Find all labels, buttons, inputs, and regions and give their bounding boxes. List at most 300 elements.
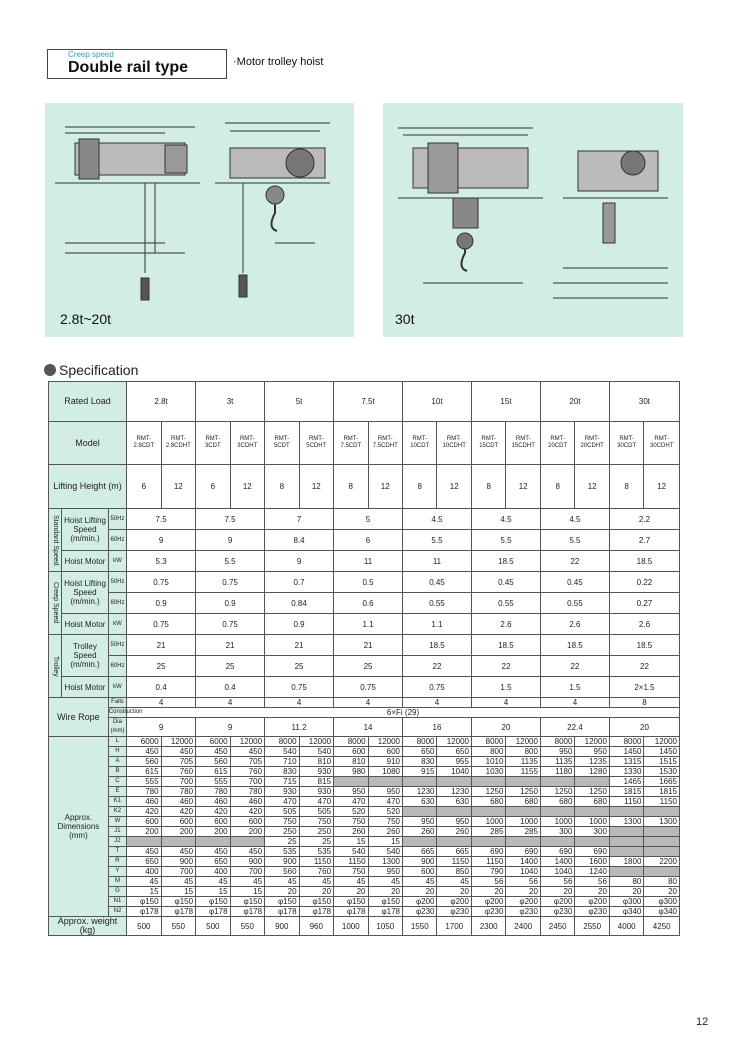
falls-value: 4 <box>471 698 540 708</box>
dimension-value: 1030 <box>471 767 505 777</box>
dimension-value: 300 <box>540 827 574 837</box>
dimension-value: 285 <box>506 827 540 837</box>
dimension-value: 1150 <box>609 797 643 807</box>
creep-motor-value: 0.75 <box>196 614 265 635</box>
dimension-value: 20 <box>644 887 680 897</box>
lifting-height-value: 12 <box>368 465 402 509</box>
creep-motor-value: 1.1 <box>403 614 472 635</box>
dimension-value: φ150 <box>265 897 299 907</box>
lifting-height-value: 8 <box>334 465 368 509</box>
dimension-value: 540 <box>334 847 368 857</box>
lifting-speed-label: Trolley Speed (m/min.) <box>62 635 109 677</box>
dimension-value: 45 <box>230 877 265 887</box>
creep-50hz-value: 0.75 <box>196 572 265 593</box>
dimension-value: 250 <box>299 827 334 837</box>
dimension-value: 950 <box>334 787 368 797</box>
dimension-value: 930 <box>265 787 299 797</box>
dimension-value: 45 <box>265 877 299 887</box>
dimension-value: 12000 <box>506 737 540 747</box>
table-row <box>49 614 680 635</box>
table-row <box>49 757 680 767</box>
table-row <box>49 807 680 817</box>
dimension-value: 555 <box>196 777 230 787</box>
falls-value: 4 <box>403 698 472 708</box>
weight-value: 500 <box>196 917 230 936</box>
dimension-value: 400 <box>127 867 161 877</box>
dimension-value: 910 <box>368 757 402 767</box>
weight-value: 550 <box>230 917 265 936</box>
creep-50hz-value: 0.5 <box>334 572 403 593</box>
model-value: RMT- 20CDHT <box>575 422 609 465</box>
hoist-motor-label: Hoist Motor <box>62 614 109 635</box>
trolley-motor-value: 1.5 <box>471 677 540 698</box>
dia-value: 20 <box>471 718 540 737</box>
dimension-value <box>368 777 402 787</box>
dimension-value: φ230 <box>575 907 609 917</box>
table-row <box>49 747 680 757</box>
dimension-value <box>644 867 680 877</box>
hz50-label: 50Hz <box>108 635 126 656</box>
lifting-height-value: 12 <box>437 465 471 509</box>
dimension-value: 750 <box>334 867 368 877</box>
dimension-value: 450 <box>230 747 265 757</box>
dimension-value: 900 <box>265 857 299 867</box>
lifting-height-value: 12 <box>299 465 334 509</box>
dimension-value: 540 <box>368 847 402 857</box>
rated-load-value: 10t <box>403 382 472 422</box>
dimension-value: 470 <box>265 797 299 807</box>
weight-value: 1550 <box>403 917 437 936</box>
weight-value: 550 <box>161 917 195 936</box>
dimension-value: 700 <box>230 867 265 877</box>
dimension-value: 930 <box>299 787 334 797</box>
dimension-value: 1000 <box>471 817 505 827</box>
model-label: Model <box>49 422 127 465</box>
trolley-60hz-value: 22 <box>471 656 540 677</box>
standard-60hz-value: 9 <box>196 530 265 551</box>
dimension-value: 690 <box>506 847 540 857</box>
dimension-value: 600 <box>127 817 161 827</box>
standard-60hz-value: 9 <box>127 530 196 551</box>
hz50-label: 50Hz <box>108 572 126 593</box>
model-value: RMT- 3CDHT <box>230 422 265 465</box>
table-row <box>49 877 680 887</box>
dimension-value: 1250 <box>471 787 505 797</box>
dimension-value <box>506 837 540 847</box>
lifting-height-label: Lifting Height (m) <box>49 465 127 509</box>
dimension-value: 1000 <box>540 817 574 827</box>
dimension-value: 600 <box>403 867 437 877</box>
approx-weight-label: Approx. weight (kg) <box>49 917 127 936</box>
creep-motor-value: 2.6 <box>609 614 679 635</box>
dimension-value: 45 <box>368 877 402 887</box>
dimension-value: 1000 <box>506 817 540 827</box>
dimension-value: 780 <box>196 787 230 797</box>
dimension-value: 470 <box>299 797 334 807</box>
dimension-value: 600 <box>334 747 368 757</box>
dimension-value: 56 <box>540 877 574 887</box>
standard-motor-value: 18.5 <box>609 551 679 572</box>
model-value: RMT- 3CDT <box>196 422 230 465</box>
dimension-value: 950 <box>403 817 437 827</box>
dimension-value: φ178 <box>368 907 402 917</box>
standard-motor-value: 9 <box>265 551 334 572</box>
dimension-key: B <box>108 767 126 777</box>
trolley-group-label: Trolley <box>49 635 62 698</box>
table-row <box>49 530 680 551</box>
dimension-value: 15 <box>334 837 368 847</box>
dimension-value: 8000 <box>609 737 643 747</box>
falls-value: 4 <box>127 698 196 708</box>
dimension-value: 950 <box>575 747 609 757</box>
dimension-value: 1280 <box>575 767 609 777</box>
standard-60hz-value: 8.4 <box>265 530 334 551</box>
dimension-value: 1600 <box>575 857 609 867</box>
creep-motor-value: 1.1 <box>334 614 403 635</box>
dimension-value <box>575 807 609 817</box>
dimension-value <box>127 837 161 847</box>
model-value: RMT- 5CDHT <box>299 422 334 465</box>
dimension-value: φ200 <box>575 897 609 907</box>
dimension-value: 980 <box>334 767 368 777</box>
dimension-value: 1450 <box>644 747 680 757</box>
dimension-key: N1 <box>108 897 126 907</box>
model-value: RMT- 7.5CDHT <box>368 422 402 465</box>
trolley-50hz-value: 21 <box>265 635 334 656</box>
dimension-value: 1230 <box>403 787 437 797</box>
dimension-value: 555 <box>127 777 161 787</box>
dimension-value: 700 <box>230 777 265 787</box>
dimension-value: 45 <box>161 877 195 887</box>
creep-50hz-value: 0.45 <box>540 572 609 593</box>
hoist-drawing-left <box>45 103 354 337</box>
dimension-key: C <box>108 777 126 787</box>
dimension-value: 810 <box>299 757 334 767</box>
dimension-value: 1815 <box>609 787 643 797</box>
dimension-value <box>506 807 540 817</box>
dimension-value: 12000 <box>368 737 402 747</box>
hoist-drawing-right <box>383 103 683 337</box>
weight-value: 1000 <box>334 917 368 936</box>
dimension-value: φ230 <box>471 907 505 917</box>
table-row <box>49 551 680 572</box>
dimension-value: 900 <box>403 857 437 867</box>
dimension-key: K1 <box>108 797 126 807</box>
dimension-value: 12000 <box>437 737 471 747</box>
dimension-value <box>403 807 437 817</box>
dimension-value: φ150 <box>196 897 230 907</box>
dimension-value: 200 <box>230 827 265 837</box>
dimension-value: 8000 <box>334 737 368 747</box>
table-row <box>49 847 680 857</box>
dimension-value: 630 <box>403 797 437 807</box>
dimension-value: 520 <box>368 807 402 817</box>
dimension-value <box>437 777 471 787</box>
table-row <box>49 897 680 907</box>
table-row <box>49 422 680 465</box>
dimension-value: 680 <box>575 797 609 807</box>
dimension-value: φ340 <box>644 907 680 917</box>
dimension-value <box>230 837 265 847</box>
trolley-50hz-value: 21 <box>196 635 265 656</box>
dimension-value: 760 <box>161 767 195 777</box>
table-row <box>49 708 680 718</box>
dia-value: 20 <box>609 718 679 737</box>
dimension-value <box>506 777 540 787</box>
creep-60hz-value: 0.55 <box>471 593 540 614</box>
standard-group-label: Standard Speed <box>49 509 62 572</box>
dimension-value: 200 <box>127 827 161 837</box>
dimension-key: J2 <box>108 837 126 847</box>
dimension-value: 285 <box>471 827 505 837</box>
dimension-value <box>644 847 680 857</box>
table-row <box>49 917 680 936</box>
dimension-value: 665 <box>437 847 471 857</box>
dimension-value: 250 <box>265 827 299 837</box>
dimension-value: 1330 <box>609 767 643 777</box>
trolley-motor-value: 0.75 <box>265 677 334 698</box>
dimension-value: 600 <box>161 817 195 827</box>
creep-motor-value: 2.6 <box>471 614 540 635</box>
trolley-50hz-value: 21 <box>334 635 403 656</box>
dimension-value: 420 <box>230 807 265 817</box>
dimension-value: 400 <box>196 867 230 877</box>
lifting-height-value: 8 <box>403 465 437 509</box>
dimension-value: φ178 <box>230 907 265 917</box>
table-row <box>49 887 680 897</box>
dimension-value: 200 <box>196 827 230 837</box>
dimension-value <box>403 777 437 787</box>
dimension-value: 460 <box>161 797 195 807</box>
dimension-value: 950 <box>437 817 471 827</box>
weight-value: 960 <box>299 917 334 936</box>
creep-60hz-value: 0.55 <box>540 593 609 614</box>
dimension-value: 950 <box>368 787 402 797</box>
dimension-value: 1665 <box>644 777 680 787</box>
dimension-value: 815 <box>299 777 334 787</box>
dimension-key: J1 <box>108 827 126 837</box>
standard-motor-value: 11 <box>334 551 403 572</box>
dimension-key: W <box>108 817 126 827</box>
dimension-value: 15 <box>230 887 265 897</box>
dimension-value: 12000 <box>230 737 265 747</box>
dimension-value: φ200 <box>437 897 471 907</box>
dimension-value: 950 <box>368 867 402 877</box>
table-row <box>49 767 680 777</box>
kw-label: kW <box>108 614 126 635</box>
table-row <box>49 817 680 827</box>
table-row <box>49 698 680 708</box>
dimension-value: φ150 <box>127 897 161 907</box>
model-value: RMT- 15CDHT <box>506 422 540 465</box>
creep-motor-value: 2.6 <box>540 614 609 635</box>
wire-rope-label: Wire Rope <box>49 698 109 737</box>
lifting-height-value: 12 <box>161 465 195 509</box>
dimension-value: 20 <box>334 887 368 897</box>
dimension-value: 680 <box>540 797 574 807</box>
table-row <box>49 382 680 422</box>
dia-label <box>108 718 126 737</box>
dimension-value: 45 <box>403 877 437 887</box>
dimension-value <box>609 837 643 847</box>
creep-motor-value: 0.75 <box>127 614 196 635</box>
dimension-value: 505 <box>299 807 334 817</box>
trolley-motor-value: 0.75 <box>403 677 472 698</box>
table-row <box>49 718 680 737</box>
standard-50hz-value: 4.5 <box>471 509 540 530</box>
dia-value: 11.2 <box>265 718 334 737</box>
dimension-value: 1515 <box>644 757 680 767</box>
dimension-value: 1815 <box>644 787 680 797</box>
construction-value: 6×Fi (29) <box>127 708 680 718</box>
dimension-value: 25 <box>299 837 334 847</box>
table-row <box>49 867 680 877</box>
dimension-value: 800 <box>506 747 540 757</box>
dimension-value: 690 <box>471 847 505 857</box>
dimension-value: 6000 <box>196 737 230 747</box>
dimension-key: Y <box>108 867 126 877</box>
falls-label: Falls <box>108 698 126 708</box>
standard-60hz-value: 5.5 <box>403 530 472 551</box>
standard-50hz-value: 4.5 <box>403 509 472 530</box>
lifting-height-value: 12 <box>575 465 609 509</box>
creep-60hz-value: 0.55 <box>403 593 472 614</box>
dimension-value: 1040 <box>540 867 574 877</box>
dimension-value: 20 <box>299 887 334 897</box>
dimension-value: 715 <box>265 777 299 787</box>
dimension-value: 615 <box>196 767 230 777</box>
dimension-value: 535 <box>265 847 299 857</box>
falls-value: 4 <box>540 698 609 708</box>
dimension-value: 535 <box>299 847 334 857</box>
trolley-50hz-value: 18.5 <box>471 635 540 656</box>
dimension-value: 930 <box>299 767 334 777</box>
dimension-value: 750 <box>299 817 334 827</box>
dimension-value: 260 <box>437 827 471 837</box>
dimension-value <box>471 807 505 817</box>
dimension-value: 615 <box>127 767 161 777</box>
trolley-60hz-value: 25 <box>196 656 265 677</box>
dimension-value: 20 <box>575 887 609 897</box>
dimension-value: 900 <box>230 857 265 867</box>
dimension-value: 260 <box>403 827 437 837</box>
standard-50hz-value: 7.5 <box>127 509 196 530</box>
weight-value: 4000 <box>609 917 643 936</box>
dimension-value: 780 <box>127 787 161 797</box>
hoist-motor-label: Hoist Motor <box>62 677 109 698</box>
standard-60hz-value: 2.7 <box>609 530 679 551</box>
standard-motor-value: 5.3 <box>127 551 196 572</box>
table-row <box>49 572 680 593</box>
dimension-value: 600 <box>196 817 230 827</box>
dimension-value: 420 <box>127 807 161 817</box>
dimension-value: 1040 <box>506 867 540 877</box>
dimension-value: 540 <box>299 747 334 757</box>
trolley-60hz-value: 22 <box>403 656 472 677</box>
dimension-value: 80 <box>609 877 643 887</box>
dimension-value: 6000 <box>127 737 161 747</box>
dimension-value: 1150 <box>299 857 334 867</box>
dimension-value <box>437 837 471 847</box>
standard-50hz-value: 7 <box>265 509 334 530</box>
diagram-30t <box>383 103 683 337</box>
dimension-value: 540 <box>265 747 299 757</box>
falls-value: 4 <box>265 698 334 708</box>
dimension-value <box>644 837 680 847</box>
dimension-value: φ200 <box>506 897 540 907</box>
dimension-value: 8000 <box>265 737 299 747</box>
dimension-value: 650 <box>196 857 230 867</box>
dimension-key: M <box>108 877 126 887</box>
rated-load-value: 15t <box>471 382 540 422</box>
dimension-value: 8000 <box>540 737 574 747</box>
dimension-value: 850 <box>437 867 471 877</box>
dimension-value <box>403 837 437 847</box>
dimension-value: 1300 <box>609 817 643 827</box>
dimension-value: 200 <box>161 827 195 837</box>
dimension-value: φ150 <box>161 897 195 907</box>
rated-load-value: 3t <box>196 382 265 422</box>
table-row <box>49 677 680 698</box>
dia-text: Dia <box>112 719 122 725</box>
dimension-value: 630 <box>437 797 471 807</box>
dimension-value: 950 <box>540 747 574 757</box>
dimension-value: 1400 <box>506 857 540 867</box>
trolley-60hz-value: 25 <box>265 656 334 677</box>
dimension-value: 600 <box>230 817 265 827</box>
trolley-50hz-value: 21 <box>127 635 196 656</box>
dimension-value: 20 <box>506 887 540 897</box>
lifting-height-value: 8 <box>471 465 505 509</box>
dimension-value: 680 <box>471 797 505 807</box>
spec-table <box>48 381 680 936</box>
dia-value: 16 <box>403 718 472 737</box>
dimension-value: φ230 <box>403 907 437 917</box>
creep-50hz-value: 0.7 <box>265 572 334 593</box>
dimension-value: 800 <box>471 747 505 757</box>
table-row <box>49 857 680 867</box>
dimension-value: φ178 <box>334 907 368 917</box>
dimension-value: 1450 <box>609 747 643 757</box>
dimension-value: 45 <box>196 877 230 887</box>
lifting-height-value: 12 <box>644 465 680 509</box>
dimension-value: 15 <box>368 837 402 847</box>
standard-60hz-value: 6 <box>334 530 403 551</box>
dimension-value: 470 <box>334 797 368 807</box>
rated-load-value: 5t <box>265 382 334 422</box>
kw-label: kW <box>108 677 126 698</box>
construction-label: Construction <box>108 708 126 718</box>
dimension-value: 25 <box>265 837 299 847</box>
trolley-50hz-value: 18.5 <box>609 635 679 656</box>
weight-value: 2550 <box>575 917 609 936</box>
dimension-value: 460 <box>127 797 161 807</box>
dimension-value: 460 <box>230 797 265 807</box>
weight-value: 1700 <box>437 917 471 936</box>
creep-motor-value: 0.9 <box>265 614 334 635</box>
model-value: RMT- 10CDT <box>403 422 437 465</box>
dimension-value: 8000 <box>471 737 505 747</box>
diagram-right-label: 30t <box>395 311 415 327</box>
dimension-value <box>609 867 643 877</box>
hz60-label: 60Hz <box>108 593 126 614</box>
table-row <box>49 837 680 847</box>
dimension-value: 450 <box>196 847 230 857</box>
dimension-value: 80 <box>644 877 680 887</box>
dimension-value: 2200 <box>644 857 680 867</box>
dimension-value: 470 <box>368 797 402 807</box>
page-number: 12 <box>696 1016 709 1028</box>
